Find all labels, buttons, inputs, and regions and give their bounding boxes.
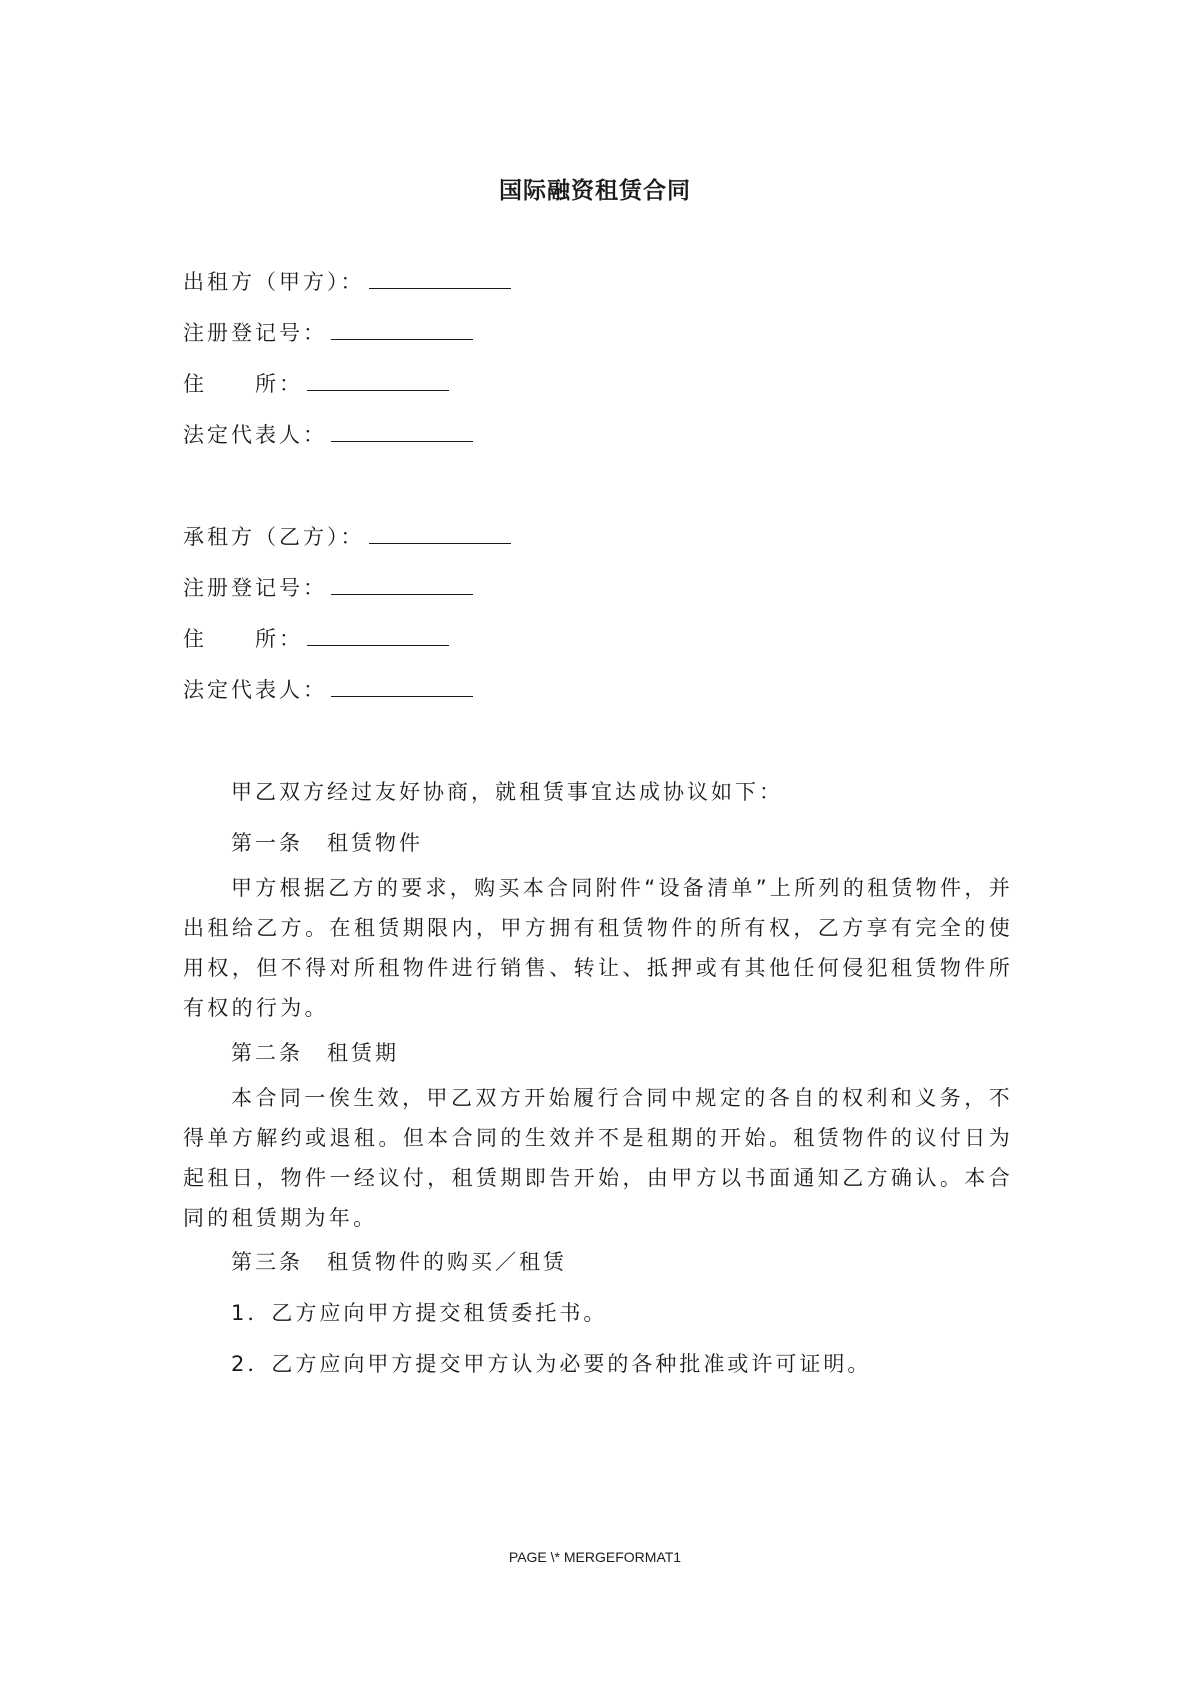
document-title: 国际融资租赁合同 xyxy=(499,178,691,204)
page-footer-field: PAGE \* MERGEFORMAT1 xyxy=(508,1549,682,1565)
lessee-heading-field xyxy=(183,521,511,551)
lessee-heading-label: 承租方（乙方）： xyxy=(183,525,365,549)
lessor-heading-field xyxy=(183,266,511,296)
article3-item-2: 2．乙方应向甲方提交甲方认为必要的各种批准或许可证明。 xyxy=(231,1352,872,1376)
lessor-rep-blank[interactable] xyxy=(331,421,473,442)
article1-heading: 第一条 租赁物件 xyxy=(231,831,423,855)
lessee-rep-label: 法定代表人： xyxy=(183,678,327,702)
lessee-address-field xyxy=(183,623,449,653)
lessee-name-blank[interactable] xyxy=(369,523,511,544)
intro-text: 甲乙双方经过友好协商，就租赁事宜达成协议如下： xyxy=(231,780,783,804)
lessor-name-blank[interactable] xyxy=(369,268,511,289)
lessor-reg-blank[interactable] xyxy=(331,319,473,340)
lessee-rep-field xyxy=(183,674,473,704)
lessor-heading-label: 出租方（甲方）： xyxy=(183,270,365,294)
lessor-address-field xyxy=(183,368,449,398)
lessor-rep-field xyxy=(183,419,473,449)
lessor-address-label: 住 所： xyxy=(183,372,303,396)
lessee-reg-field xyxy=(183,572,473,602)
lessee-rep-blank[interactable] xyxy=(331,676,473,697)
article1-body: 甲方根据乙方的要求，购买本合同附件“设备清单”上所列的租赁物件，并出租给乙方。在租赁期限内，甲方拥有租赁物件的所有权，乙方享有完全的使用权，但不得对所租物件进行销售、转让、抵押或有其他任何侵犯租赁物件所有权的行为。 xyxy=(183,876,1013,1020)
lessee-reg-label: 注册登记号： xyxy=(183,576,327,600)
lessee-address-label: 住 所： xyxy=(183,627,303,651)
lessee-reg-blank[interactable] xyxy=(331,574,473,595)
lessee-address-blank[interactable] xyxy=(307,625,449,646)
lessor-reg-field xyxy=(183,317,473,347)
article2-body: 本合同一俟生效，甲乙双方开始履行合同中规定的各自的权利和义务，不得单方解约或退租。但本合同的生效并不是租期的开始。租赁物件的议付日为起租日，物件一经议付，租赁期即告开始，由甲方以书面通知乙方确认。本合同的租赁期为年。 xyxy=(183,1086,1013,1230)
lessor-reg-label: 注册登记号： xyxy=(183,321,327,345)
lessor-address-blank[interactable] xyxy=(307,370,449,391)
article3-item-1: 1．乙方应向甲方提交租赁委托书。 xyxy=(231,1301,608,1325)
article3-heading: 第三条 租赁物件的购买／租赁 xyxy=(231,1250,567,1274)
article2-heading: 第二条 租赁期 xyxy=(231,1041,399,1065)
lessor-rep-label: 法定代表人： xyxy=(183,423,327,447)
